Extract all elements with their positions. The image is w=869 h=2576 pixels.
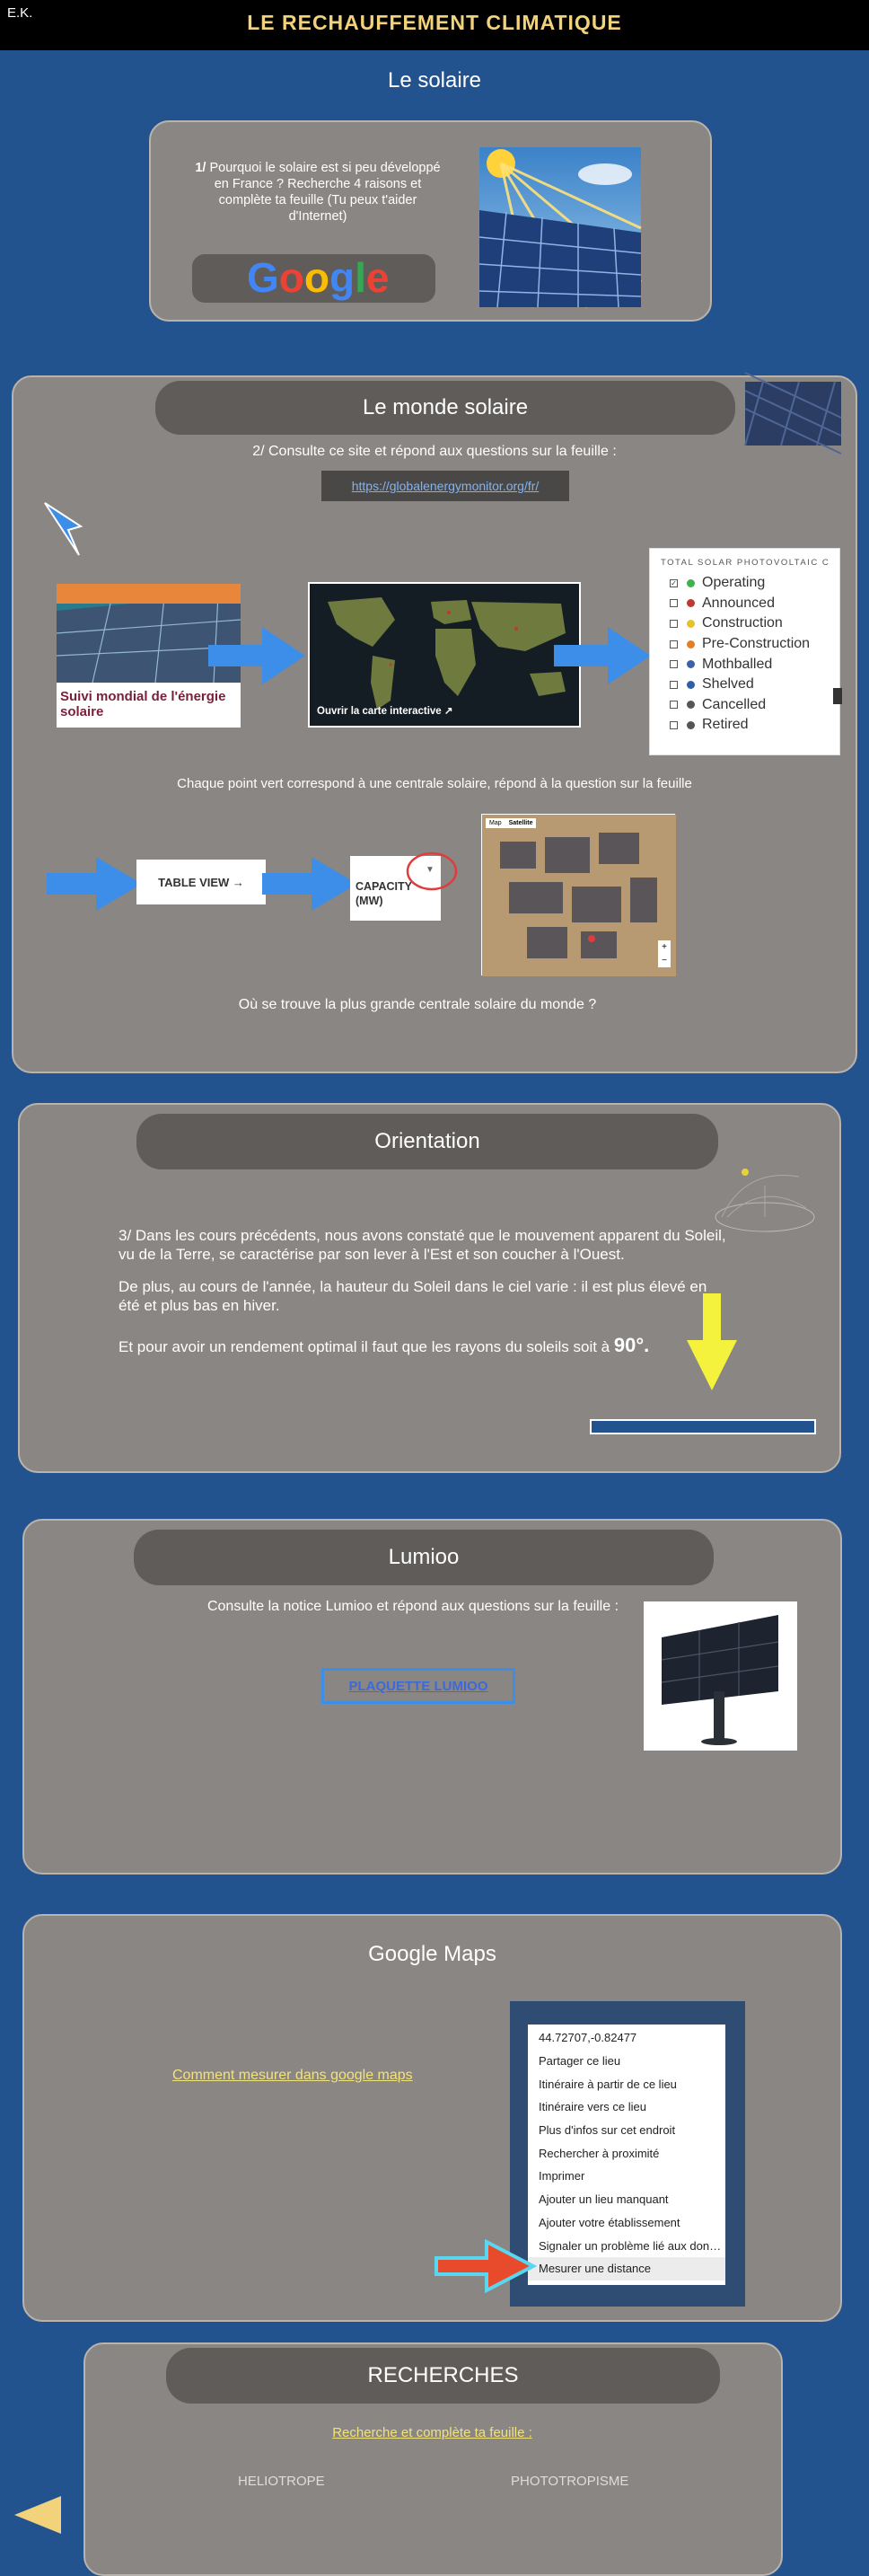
legend-label: Mothballed [702, 656, 773, 672]
context-menu-item[interactable]: Partager ce lieu [539, 2054, 621, 2069]
context-menu-item[interactable]: Ajouter votre établissement [539, 2215, 680, 2229]
optimal-angle: 90°. [613, 1334, 650, 1356]
legend-row[interactable] [670, 715, 839, 736]
highlight-circle-icon [404, 850, 460, 893]
legend-row[interactable] [670, 594, 839, 614]
map-tab-satellite[interactable]: Satellite [508, 820, 533, 826]
thumbnail-caption: Suivi mondial de l'énergie solaire [60, 689, 226, 720]
orientation-p3 [118, 1333, 729, 1358]
question-text: Pourquoi le solaire est si peu développé en France ? Recherche 4 raisons et complète ta feuille (Tu peux t'aider d'Internet) [209, 161, 441, 225]
checkbox-icon[interactable] [670, 599, 678, 607]
lumioo-product-image [644, 1601, 797, 1751]
orientation-p1: 3/ Dans les cours précédents, nous avons constaté que le mouvement apparent du Soleil, vu de la Terre, se caractérise par son lever à l'Est et son coucher à l'Ouest. [118, 1227, 726, 1264]
map-tab-plan[interactable]: Map [489, 820, 502, 826]
map-open-button[interactable]: Ouvrir la carte interactive ↗ [317, 706, 453, 717]
context-menu-item[interactable]: Rechercher à proximité [539, 2146, 660, 2160]
legend-label: Retired [702, 717, 749, 733]
legend-row[interactable] [670, 634, 839, 655]
right-arrow-icon-3 [47, 853, 145, 914]
maps-title: Google Maps [368, 1942, 496, 1966]
context-menu-item[interactable]: Plus d'infos sur cet endroit [539, 2123, 676, 2138]
section-title-solaire: Le solaire [387, 68, 482, 93]
legend-row[interactable] [670, 654, 839, 675]
context-menu-item[interactable]: Itinéraire à partir de ce lieu [539, 2077, 677, 2091]
solaire-question [192, 160, 443, 225]
orientation-p3-text: Et pour avoir un rendement optimal il faut que les rayons du soleils soit à [118, 1338, 614, 1355]
zoom-controls[interactable]: + − [658, 940, 671, 967]
context-menu-item[interactable]: Ajouter un lieu manquant [539, 2192, 669, 2207]
google-button[interactable] [192, 254, 435, 303]
answer-input[interactable] [590, 1419, 816, 1434]
question-number: 1/ [195, 161, 206, 175]
status-dot-icon [687, 640, 695, 648]
legend-row[interactable] [670, 695, 839, 716]
status-legend [649, 548, 840, 755]
status-dot-icon [687, 681, 695, 689]
checkbox-icon[interactable] [670, 640, 678, 648]
context-menu-item[interactable]: Itinéraire vers ce lieu [539, 2100, 646, 2114]
legend-label: Construction [702, 615, 783, 631]
red-arrow-icon [433, 2236, 540, 2296]
checkbox-checked-icon[interactable]: ✓ [671, 578, 677, 587]
table-view-button[interactable]: TABLE VIEW → [136, 860, 266, 904]
right-arrow-icon-4 [262, 853, 361, 914]
status-dot-icon [687, 660, 695, 668]
legend-label: Pre-Construction [702, 636, 811, 652]
legend-label: Cancelled [702, 696, 767, 712]
right-arrow-icon-2 [554, 620, 653, 692]
recherches-title-pill: RECHERCHES [166, 2348, 720, 2404]
status-dot-icon [687, 620, 695, 628]
legend-scroll-tab[interactable] [833, 688, 842, 704]
previous-page-icon[interactable] [13, 2494, 63, 2536]
checkbox-icon[interactable] [670, 660, 678, 668]
research-word-phototropisme: PHOTOTROPISME [511, 2474, 629, 2489]
svg-text:Google: Google [246, 254, 389, 301]
legend-label: Shelved [702, 676, 754, 693]
down-arrow-icon [685, 1293, 739, 1392]
pointer-arrow-icon [41, 499, 86, 562]
solar-texture-image [745, 382, 841, 446]
globalenergy-link[interactable]: https://globalenergymonitor.org/fr/ [351, 479, 540, 493]
lumioo-brochure-label: PLAQUETTE LUMIOO [348, 1678, 488, 1694]
monde-title-pill: Le monde solaire [155, 381, 735, 435]
orientation-p2: De plus, au cours de l'année, la hauteur du Soleil dans le ciel varie : il est plus élevé en été et plus bas en hiver. [118, 1278, 707, 1315]
monde-note: Chaque point vert correspond à une centrale solaire, répond à la question sur la feuille [177, 776, 692, 791]
maps-screenshot [510, 2001, 745, 2307]
status-dot-icon [687, 599, 695, 607]
checkbox-icon[interactable] [670, 721, 678, 729]
context-menu-list [528, 2025, 725, 2280]
map-type-switch[interactable] [486, 818, 536, 828]
legend-title: TOTAL SOLAR PHOTOVOLTAIC C [661, 558, 830, 568]
page-title: LE RECHAUFFEMENT CLIMATIQUE [247, 11, 622, 34]
status-dot-icon [687, 579, 695, 587]
capacity-label: CAPACITY (MW) [356, 880, 412, 908]
context-menu-item[interactable]: Mesurer une distance [528, 2257, 725, 2280]
recherches-instruction: Recherche et complète ta feuille : [332, 2425, 532, 2440]
legend-label: Operating [702, 575, 766, 591]
orientation-title-pill: Orientation [136, 1114, 718, 1169]
monde-question: Où se trouve la plus grande centrale solaire du monde ? [238, 997, 597, 1012]
recherches-instruction-wrap [0, 2425, 865, 2441]
maps-tutorial-link-wrap [172, 2068, 413, 2084]
context-menu-item[interactable]: Signaler un problème lié aux don… [539, 2238, 722, 2253]
author-initials: E.K. [7, 5, 33, 21]
legend-row[interactable] [670, 613, 839, 634]
right-arrow-icon [208, 620, 307, 692]
satellite-image [482, 815, 676, 976]
sort-down-icon[interactable]: ▼ [426, 865, 434, 875]
google-logo-icon [246, 254, 389, 301]
context-menu [528, 2025, 725, 2285]
context-menu-coordinates[interactable]: 44.72707,-0.82477 [539, 2031, 637, 2045]
satellite-map[interactable] [481, 814, 675, 975]
lumioo-brochure-button[interactable] [321, 1668, 515, 1704]
world-map-thumbnail[interactable] [308, 582, 581, 728]
legend-row[interactable] [670, 675, 839, 695]
legend-label: Announced [702, 595, 775, 611]
maps-tutorial-link[interactable]: Comment mesurer dans google maps [172, 2068, 413, 2083]
status-dot-icon [687, 701, 695, 709]
status-dot-icon [687, 721, 695, 729]
legend-list [650, 568, 839, 736]
research-word-heliotrope: HELIOTROPE [238, 2474, 325, 2489]
checkbox-icon[interactable] [670, 681, 678, 689]
lumioo-instruction: Consulte la notice Lumioo et répond aux questions sur la feuille : [206, 1599, 619, 1614]
checkbox-icon[interactable] [670, 620, 678, 628]
checkbox-icon[interactable] [670, 701, 678, 709]
solar-panels-image [479, 147, 641, 307]
context-menu-item[interactable]: Imprimer [539, 2169, 585, 2183]
monde-instruction: 2/ Consulte ce site et répond aux questions sur la feuille : [252, 444, 617, 459]
legend-row[interactable] [670, 573, 839, 594]
lumioo-title-pill: Lumioo [134, 1530, 714, 1585]
globalenergy-link-box [321, 471, 569, 501]
